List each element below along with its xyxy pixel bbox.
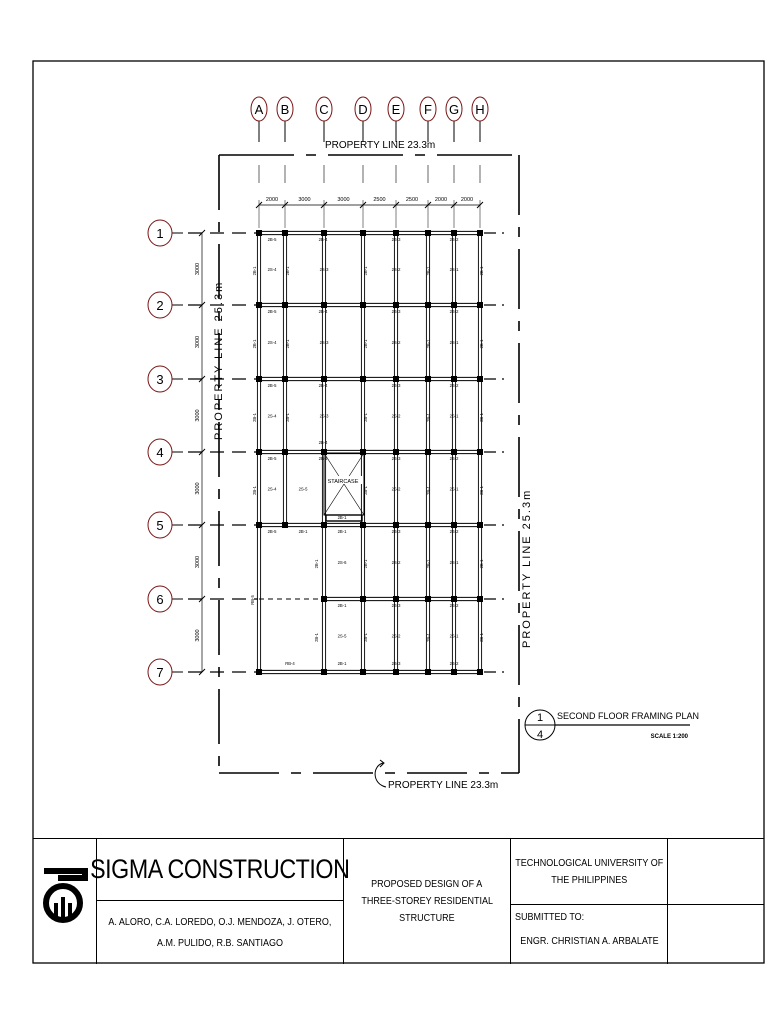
structural-column — [256, 449, 262, 455]
row-label: 5 — [156, 518, 164, 533]
member-label: 2S-2 — [391, 560, 401, 565]
member-label: 2B-4 — [318, 440, 328, 445]
dimension-label: 2000 — [265, 197, 279, 203]
member-label: 2B-1 — [479, 486, 484, 495]
member-label: 2B-1 — [337, 661, 347, 666]
member-label: 2B-4 — [318, 383, 328, 388]
dimension-label: 3000 — [298, 197, 311, 203]
column-label: G — [448, 102, 460, 117]
structural-column — [256, 669, 262, 675]
structural-column — [451, 230, 457, 236]
row-label: 3 — [156, 372, 164, 387]
structural-column — [393, 449, 399, 455]
structural-column — [282, 230, 288, 236]
member-label: 2B-2 — [449, 603, 459, 608]
property-line-bottom-label: PROPERTY LINE 23.3m — [388, 780, 499, 791]
column-label: F — [424, 102, 432, 117]
column-label: E — [391, 102, 401, 117]
structural-column — [256, 230, 262, 236]
member-label: 2S-2 — [391, 486, 401, 492]
structural-column — [393, 230, 399, 236]
structural-column — [425, 376, 431, 382]
structural-column — [425, 230, 431, 236]
member-label: 2B-3 — [391, 456, 401, 461]
project-line-2: THREE-STOREY RESIDENTIAL — [361, 896, 493, 907]
structural-column — [282, 376, 288, 382]
row-label: 7 — [156, 665, 164, 680]
member-label: 2B-5 — [267, 383, 277, 388]
property-line-right-label: PROPERTY LINE 25.3m — [521, 488, 533, 648]
member-label: 2B-1 — [363, 266, 368, 276]
project-line-1: PROPOSED DESIGN OF A — [371, 879, 483, 890]
member-label: 2B-1 — [479, 339, 484, 349]
structural-column — [360, 596, 366, 602]
drawing-title: SECOND FLOOR FRAMING PLAN — [557, 711, 700, 721]
staircase — [324, 453, 364, 521]
member-label: 2B-2 — [449, 383, 459, 388]
structural-column — [360, 230, 366, 236]
member-label: 2B-1 — [337, 515, 347, 520]
member-label: 2S-2 — [391, 340, 401, 345]
member-label: 2B-1 — [363, 633, 368, 642]
blank-cell — [668, 839, 764, 905]
member-label: 2B-1 — [314, 559, 319, 569]
structural-column — [477, 376, 483, 382]
member-label: 2B-1 — [252, 413, 257, 422]
member-label: 2S-1 — [449, 413, 459, 419]
sheet-border — [33, 61, 764, 963]
row-label: 6 — [156, 592, 164, 607]
member-label: 2B-3 — [391, 529, 401, 534]
structural-column — [321, 522, 327, 528]
member-label: 2S-1 — [449, 633, 459, 639]
dimension-label: 3000 — [195, 555, 201, 569]
structural-column — [477, 522, 483, 528]
structural-column — [477, 596, 483, 602]
structural-column — [360, 522, 366, 528]
dimension-label: 2500 — [405, 197, 419, 203]
submitted-to-cell — [511, 905, 668, 964]
member-label: 2B-3 — [391, 309, 401, 314]
member-label: 2B-2 — [449, 456, 459, 461]
sheet-number: 4 — [536, 729, 544, 741]
structural-column — [360, 669, 366, 675]
member-label: 2S-4 — [267, 340, 277, 345]
member-label: 2B-1 — [285, 413, 290, 422]
dimension-label: 3000 — [195, 335, 201, 349]
member-label: 2B-1 — [426, 413, 431, 422]
member-label: 2S-3 — [319, 267, 329, 272]
member-label: 2B-1 — [479, 633, 484, 642]
member-label: 2B-3 — [391, 661, 401, 666]
column-label: D — [358, 102, 368, 117]
member-label: 2B-1 — [363, 559, 368, 569]
project-cell — [344, 839, 511, 964]
structural-column — [451, 669, 457, 675]
structural-column — [451, 449, 457, 455]
school-cell — [511, 839, 668, 905]
structural-column — [425, 669, 431, 675]
structural-column — [451, 376, 457, 382]
member-label: 2S-2 — [391, 267, 401, 272]
member-label: 2B-1 — [426, 339, 431, 349]
staircase-label: STAIRCASE — [327, 479, 359, 485]
submitted-to-label: SUBMITTED TO: — [515, 912, 585, 923]
framing-plan — [256, 230, 504, 675]
column-label: C — [319, 102, 329, 117]
dimension-label: 2500 — [373, 197, 386, 203]
member-label: 2B-5 — [267, 456, 277, 461]
member-label: 2B-1 — [252, 339, 257, 349]
member-label: 2B-1 — [363, 339, 368, 349]
member-label: 2S-5 — [298, 486, 308, 492]
members-line-2: A.M. PULIDO, R.B. SANTIAGO — [156, 937, 284, 949]
structural-column — [477, 230, 483, 236]
structural-column — [321, 302, 327, 308]
member-label: 2B-3 — [391, 603, 401, 608]
structural-column — [477, 302, 483, 308]
structural-column — [425, 302, 431, 308]
member-label: 2B-5 — [267, 237, 277, 242]
structural-column — [393, 522, 399, 528]
member-label: 2B-3 — [391, 237, 401, 242]
member-label: 2S-4 — [267, 267, 277, 272]
member-label: 2B-1 — [426, 559, 431, 569]
column-label: B — [280, 102, 290, 117]
horizontal-dimension-string — [256, 197, 483, 228]
row-label: 1 — [156, 226, 164, 241]
member-label: 2B-2 — [449, 529, 459, 534]
member-label: 2B-1 — [314, 633, 319, 642]
member-label: 2S-3 — [319, 413, 329, 419]
drawing-scale: SCALE 1:200 — [650, 734, 688, 740]
structural-column — [425, 596, 431, 602]
member-label: 2B-1 — [426, 486, 431, 495]
dimension-label: 2000 — [434, 197, 448, 203]
structural-column — [425, 522, 431, 528]
member-label: 2S-2 — [391, 413, 401, 419]
sigma-construction-logo-icon — [41, 863, 89, 933]
member-label: 2B-3 — [391, 383, 401, 388]
structural-column — [321, 230, 327, 236]
dimension-label: 3000 — [195, 629, 201, 642]
structural-column — [451, 596, 457, 602]
firm-name: SIGMA CONSTRUCTION — [90, 854, 350, 884]
member-label: RB-5 — [250, 595, 255, 605]
structural-column — [282, 449, 288, 455]
title-block — [33, 838, 764, 963]
member-label: 2B-1 — [337, 603, 347, 608]
member-label: 2B-2 — [449, 309, 459, 314]
structural-column — [451, 522, 457, 528]
school-line-1: TECHNOLOGICAL UNIVERSITY OF — [514, 857, 664, 869]
dimension-label: 3000 — [195, 409, 201, 422]
members-line-1: A. ALORO, C.A. LOREDO, O.J. MENDOZA, J. OTERO, — [108, 916, 332, 928]
member-label: 2S-5 — [337, 633, 347, 639]
structural-column — [451, 302, 457, 308]
structural-column — [477, 449, 483, 455]
dimension-label: 2000 — [460, 197, 474, 203]
member-label: 2B-1 — [285, 339, 290, 349]
structural-column — [360, 302, 366, 308]
row-label: 2 — [156, 298, 164, 313]
drawing-number: 1 — [536, 712, 544, 724]
structural-column — [393, 596, 399, 602]
project-line-3: STRUCTURE — [399, 913, 455, 924]
structural-column — [393, 302, 399, 308]
member-label: 2B-2 — [449, 237, 459, 242]
submitted-to-name: ENGR. CHRISTIAN A. ARBALATE — [520, 936, 659, 947]
member-label: 2B-1 — [479, 266, 484, 276]
dimension-label: 3000 — [195, 262, 201, 276]
member-label: 2B-1 — [363, 486, 368, 495]
structural-column — [256, 376, 262, 382]
structural-column — [321, 376, 327, 382]
member-label: 2B-1 — [252, 266, 257, 276]
property-line-pointer — [375, 760, 386, 787]
member-label: 2B-1 — [252, 486, 257, 495]
structural-column — [477, 669, 483, 675]
member-label: 2B-1 — [363, 413, 368, 422]
firm-cell — [90, 839, 350, 901]
member-label: 2B-2 — [449, 661, 459, 666]
property-line-top-label: PROPERTY LINE 23.3m — [325, 140, 436, 151]
member-label: 2B-5 — [267, 529, 277, 534]
structural-column — [360, 376, 366, 382]
structural-column — [256, 522, 262, 528]
member-label: RB-4 — [285, 661, 295, 666]
row-grid-markers — [148, 220, 183, 685]
property-boundary — [219, 155, 519, 773]
structural-column — [321, 669, 327, 675]
structural-column — [321, 596, 327, 602]
member-label: 2B-1 — [426, 633, 431, 642]
member-label: 2S-6 — [337, 560, 347, 565]
structural-column — [282, 302, 288, 308]
member-label: 2B-1 — [298, 529, 308, 534]
member-label: 2B-1 — [285, 266, 290, 276]
member-label: 2B-5 — [267, 309, 277, 314]
member-label: 2B-4 — [318, 237, 328, 242]
property-line-left-label: PROPERTY LINE 25.3m — [213, 280, 225, 440]
member-label: 2S-1 — [449, 340, 459, 345]
member-label: 2S-4 — [267, 486, 277, 492]
member-label: 2B-4 — [318, 456, 328, 461]
dimension-label: 3000 — [195, 482, 201, 495]
member-label: 2S-1 — [449, 486, 459, 492]
column-label: H — [475, 102, 485, 117]
structural-column — [256, 302, 262, 308]
member-label: 2B-4 — [318, 309, 328, 314]
structural-column — [282, 522, 288, 528]
members-cell — [97, 901, 344, 964]
member-label: 2B-1 — [426, 266, 431, 276]
column-label: A — [254, 102, 264, 117]
member-label: 2S-3 — [319, 340, 329, 345]
structural-column — [425, 449, 431, 455]
structural-column — [393, 669, 399, 675]
structural-column — [393, 376, 399, 382]
member-label: 2B-1 — [337, 529, 347, 534]
member-label: 2B-1 — [479, 559, 484, 569]
member-label: 2S-2 — [391, 633, 401, 639]
dimension-label: 3000 — [337, 197, 350, 203]
member-label: 2S-1 — [449, 267, 459, 272]
member-label: 2B-1 — [479, 413, 484, 422]
school-line-2: THE PHILIPPINES — [550, 874, 628, 886]
logo-cell — [33, 839, 97, 964]
member-label: 2S-1 — [449, 560, 459, 565]
drawing-title-callout — [525, 710, 699, 741]
member-label: 2S-4 — [267, 413, 277, 419]
row-label: 4 — [156, 445, 164, 460]
